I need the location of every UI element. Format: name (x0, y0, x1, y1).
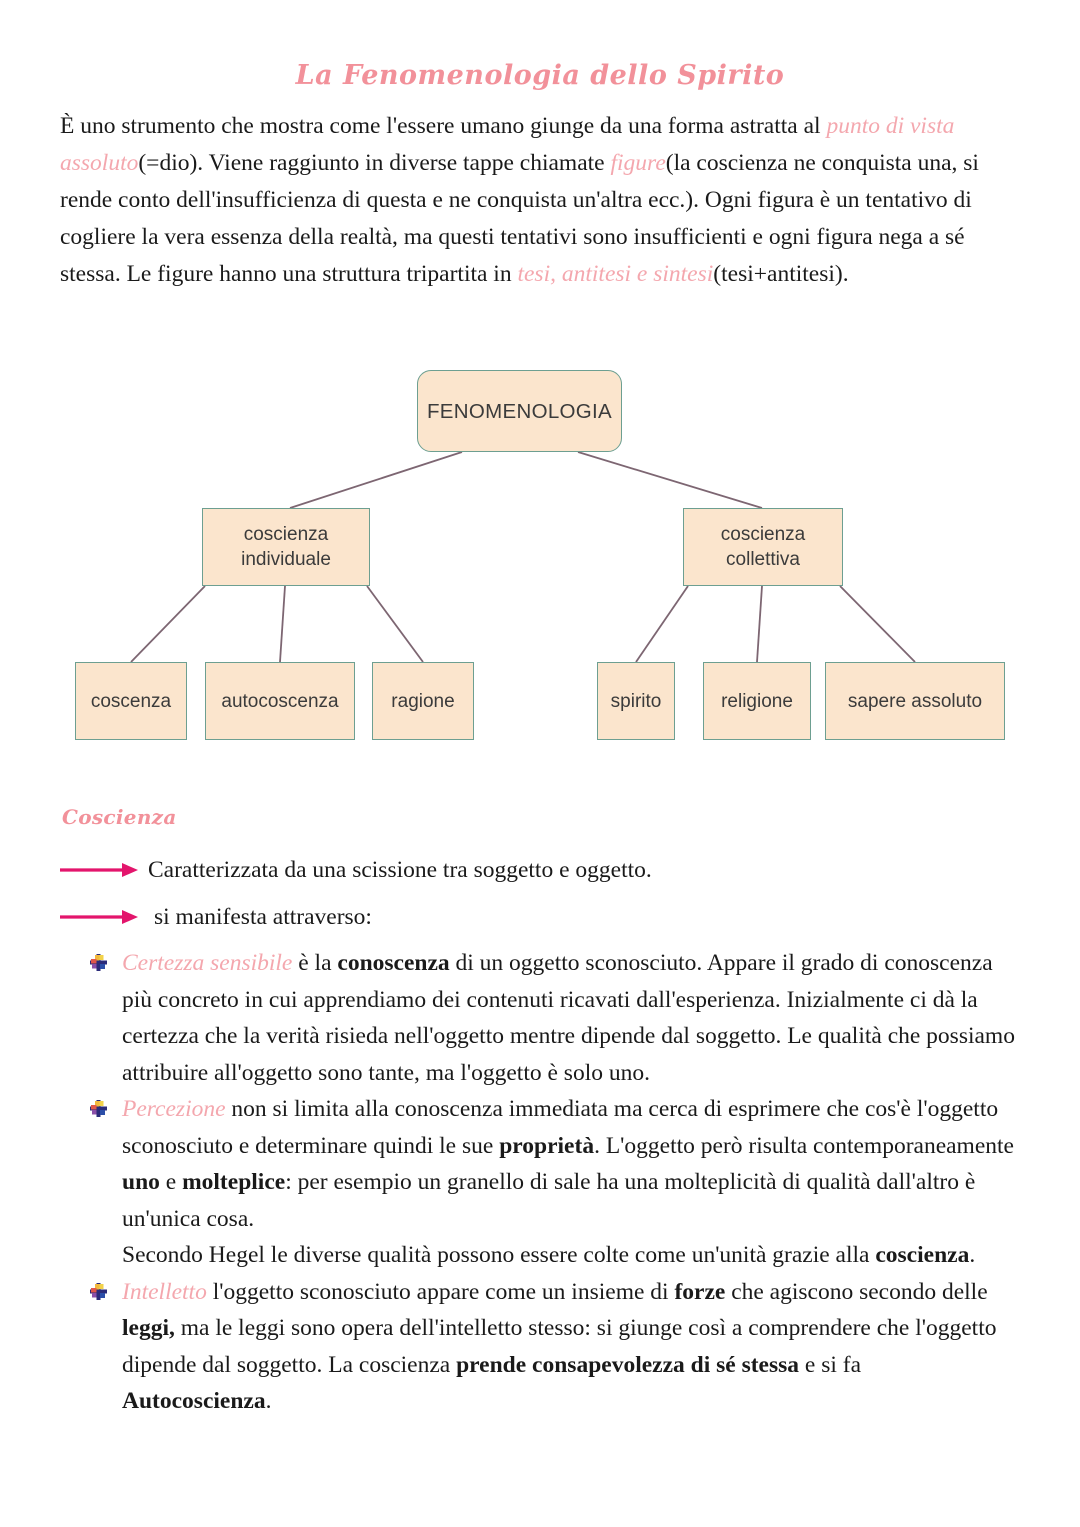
cross-bullet-icon (90, 1100, 107, 1117)
arrow-row (60, 853, 652, 887)
diagram-node-sapere-assoluto[interactable] (825, 662, 1005, 740)
diagram-node-label: ragione (391, 690, 455, 712)
bullet-list (88, 945, 1016, 1420)
diagram-node-spirito[interactable] (597, 662, 675, 740)
diagram-node-label: coscenza (90, 690, 172, 712)
cross-bullet-icon (90, 1283, 107, 1300)
list-item-text: Percezione non si limita alla conoscenza immediata ma cerca di esprimere che cos'è l'oggetto sconosciuto e determinare quindi le sue proprietà. L'oggetto però risulta contemporaneamente uno e molteplice: per esempio un granello di sale ha una molteplicità di qualità dall'altro è un'unica cosa. Secondo Hegel le diverse qualità possono essere colte come un'unità grazie alla coscienza. (122, 1096, 1014, 1268)
diagram-node-coscienza-collettiva[interactable] (683, 508, 843, 586)
arrow-row-text: Caratterizzata da una scissione tra soggetto e oggetto. (148, 857, 652, 883)
page-title: La Fenomenologia dello Spirito (295, 60, 785, 91)
diagram-node-label: autocoscenza (221, 690, 339, 712)
intro-paragraph: È uno strumento che mostra come l'essere umano giunge da una forma astratta al punto di vista assoluto(=dio). Viene raggiunto in diverse tappe chiamate figure(la coscienza ne conquista una, si rende conto dell'insufficienza di questa e ne conquista un'altra ecc.). Ogni figura è un tentativo di cogliere la vera essenza della realtà, ma questi tentativi sono insufficienti e ogni figura nega a sé stessa. Le figure hanno una struttura tripartita in tesi, antitesi e sintesi(tesi+antitesi). (60, 113, 979, 287)
fenomenologia-tree-diagram (0, 350, 1080, 770)
diagram-node-label: coscienza individuale (241, 524, 331, 570)
cross-bullet-icon (90, 954, 107, 971)
diagram-node-fenomenologia[interactable] (417, 370, 622, 452)
list-item (88, 945, 1016, 1091)
diagram-node-autocoscenza[interactable] (205, 662, 355, 740)
arrow-row (60, 900, 372, 934)
list-item (88, 1091, 1016, 1274)
list-item (88, 1274, 1016, 1420)
right-arrow-icon (60, 906, 140, 928)
diagram-node-coscenza[interactable] (75, 662, 187, 740)
section-heading-coscienza: Coscienza (62, 805, 177, 829)
diagram-node-religione[interactable] (703, 662, 811, 740)
diagram-node-ragione[interactable] (372, 662, 474, 740)
diagram-node-label: sapere assoluto (847, 690, 983, 712)
diagram-node-coscienza-individuale[interactable] (202, 508, 370, 586)
diagram-node-label: religione (721, 690, 793, 712)
diagram-node-label: coscienza collettiva (720, 524, 806, 570)
diagram-node-label: FENOMENOLOGIA (426, 399, 612, 423)
diagram-node-label: spirito (610, 690, 662, 712)
arrow-row-text: si manifesta attraverso: (154, 904, 372, 930)
list-item-text: Certezza sensibile è la conoscenza di un oggetto sconosciuto. Appare il grado di conoscenza più concreto in cui apprendiamo dei contenuti ricavati dall'esperienza. Inizialmente ci dà la certezza che la verità risieda nell'oggetto mentre dipende dal soggetto. Le qualità che possiamo attribuire all'oggetto sono tante, ma l'oggetto è solo uno. (122, 950, 1015, 1086)
list-item-text: Intelletto l'oggetto sconosciuto appare come un insieme di forze che agiscono secondo delle leggi, ma le leggi sono opera dell'intelletto stesso: si giunge così a comprendere che l'oggetto dipende dal soggetto. La coscienza prende consapevolezza di sé stessa e si fa Autocoscienza. (122, 1278, 997, 1414)
right-arrow-icon (60, 859, 140, 881)
